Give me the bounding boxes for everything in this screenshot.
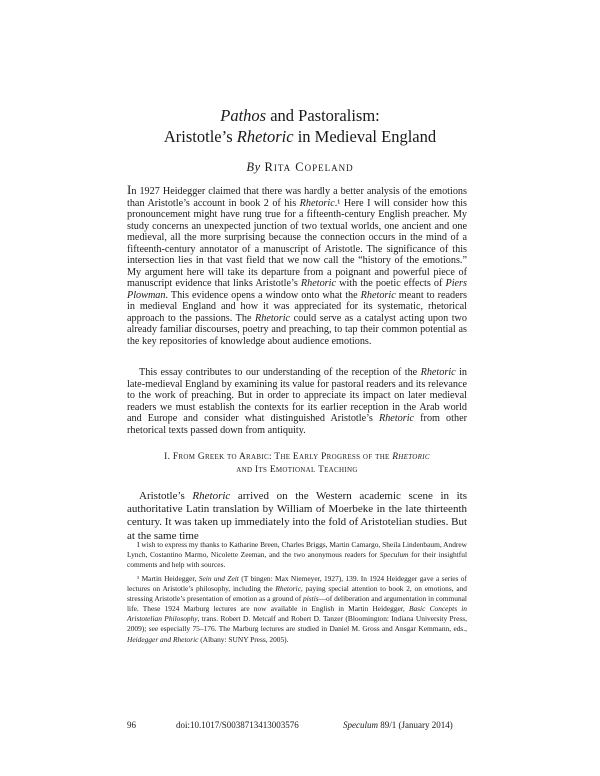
- article-title-line-1: Pathos and Pastoralism:: [220, 106, 380, 125]
- footnote-acknowledgment: I wish to express my thanks to Katharine Breen, Charles Briggs, Martin Camargo, Sheila Lindenbaum, Andrew Lynch, Costantino Marmo, Nicolette Zeeman, and the two anonymous readers for Speculum for their insightful comments and help with sources.: [127, 540, 467, 570]
- section-heading-line-1: I. From Greek to Arabic: The Early Progress of the Rhetoric: [164, 452, 430, 462]
- paragraph-2: This essay contributes to our understanding of the reception of the Rhetoric in late-medieval England by examining its value for pastoral readers and its relevance to the work of preaching. But in order to appreciate its impact on later medieval readers we must establish the contexts for its earlier reception in the Arab world and Europe and consider what distinguished Aristotle’s Rhetoric from other rhetorical texts passed down from antiquity.: [127, 367, 467, 436]
- paragraph-1: In 1927 Heidegger claimed that there was hardly a better analysis of the emotions than Aristotle’s account in book 2 of his Rhetoric.¹ Here I will consider how this pronouncement might have rung true for a fifteenth-century English preacher. My study concerns an unexpected junction of two textual worlds, one ancient and one medieval, all the more surprising because the connection occurs in the mind of a fifteenth-century annotator of a manuscript of Aristotle. The significance of this intersection lies in that vast field that we now call the “history of the emotions.” My argument here will take its departure from a poignant and powerful piece of manuscript evidence that links Aristotle’s Rhetoric with the poetic effects of Piers Plowman. This evidence opens a window onto what the Rhetoric meant to readers in medieval England and how it was appreciated for its systematic, rhetorical approach to the passions. The Rhetoric could serve as a catalyst acting upon two already familiar discourses, poetry and preaching, to tap their common potential as the key repositories of knowledge about audience emotions.: [127, 182, 467, 347]
- footnote-1: ¹ Martin Heidegger, Sein und Zeit (T bingen: Max Niemeyer, 1927), 139. In 1924 Heidegger gave a series of lectures on Aristotle’s philosophy, including the Rhetoric, paying special attention to book 2, on emotions, and stressing Aristotle’s presentation of emotion as a ground of pistis—of deliberation and argumentation in communal life. These 1924 Marburg lectures are now available in English in Martin Heidegger, Basic Concepts in Aristotelian Philosophy, trans. Robert D. Metcalf and Robert D. Tanzer (Bloomington: Indiana University Press, 2009); see especially 75–176. The Marburg lectures are studied in Daniel M. Gross and Ansgar Kemmann, eds., Heidegger and Rhetoric (Albany: SUNY Press, 2005).: [127, 574, 467, 644]
- section-heading-line-2: and Its Emotional Teaching: [236, 465, 358, 475]
- article-title-line-2: Aristotle’s Rhetoric in Medieval England: [163, 127, 437, 146]
- journal-citation: Speculum 89/1 (January 2014): [343, 720, 453, 730]
- page-number: 96: [127, 720, 136, 730]
- paragraph-3: Aristotle’s Rhetoric arrived on the Western academic scene in its authoritative Latin translation by William of Moerbeke in the late thirteenth century. It was taken up immediately into the fold of Aristotelian studies. But at the same time: [127, 490, 467, 542]
- doi-link[interactable]: doi:10.1017/S0038713413003576: [176, 720, 299, 730]
- drop-cap: I: [127, 182, 132, 197]
- author-name: Rita Copeland: [264, 160, 354, 174]
- byline: By Rita Copeland: [246, 160, 354, 174]
